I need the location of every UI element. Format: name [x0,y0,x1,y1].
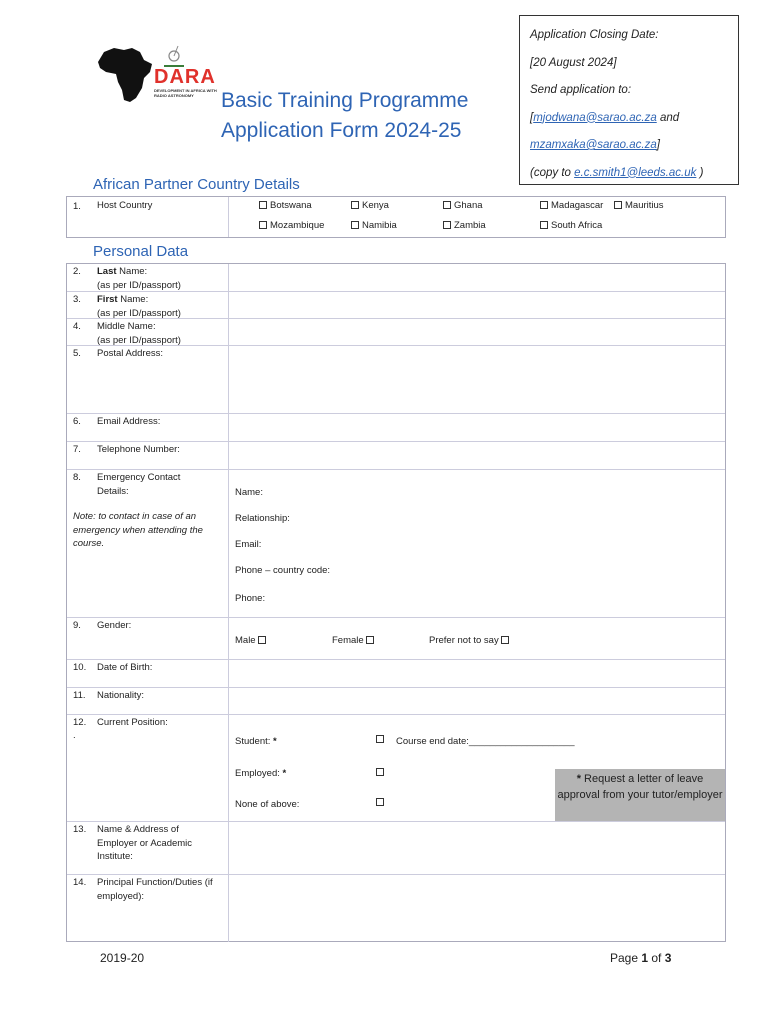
label-cell [67,319,229,345]
logo-wordmark: DARA [154,66,216,88]
asterisk: * [282,768,287,779]
row-number: 14. [73,877,87,888]
row-number: 13. [73,824,87,835]
closing-date-notice [519,15,739,185]
send-to-label: Send application to: [530,84,632,96]
option-label: Male [235,635,256,646]
gender-option-female[interactable] [332,634,377,647]
checkbox-icon[interactable] [501,636,509,644]
country-label: South Africa [551,220,603,231]
checkbox-icon[interactable] [351,221,359,229]
checkbox-icon[interactable] [366,636,374,644]
title-line-1: Basic Training Programme [221,89,469,112]
copy-prefix: (copy to [530,166,575,179]
gender-row [67,617,725,659]
label-cell [67,875,229,942]
checkbox-icon[interactable] [259,201,267,209]
country-option-kenya[interactable] [351,199,389,212]
host-country-label-cell [67,197,229,237]
postal-address-input[interactable] [230,346,725,414]
label-cell [67,346,229,413]
middle-name-label [97,320,223,347]
leave-note-text: Request a letter of leave approval from your tutor/employer [557,773,723,801]
label-cell [67,414,229,441]
emergency-contact-label: Emergency Contact Details: [97,472,181,497]
partner-section-title: African Partner Country Details [93,176,300,193]
row-number: 8. [73,472,81,483]
label-rest: Name: [117,294,149,305]
country-label: Namibia [362,220,397,231]
nationality-input[interactable] [230,688,725,715]
country-option-namibia[interactable] [351,219,397,232]
last-name-input[interactable] [230,264,725,291]
emergency-relationship-label: Relationship: [235,513,290,524]
emergency-name-label: Name: [235,487,263,498]
country-label: Mauritius [625,200,664,211]
row-number: 4. [73,321,81,332]
checkbox-icon[interactable] [443,221,451,229]
none-option-label: None of above: [235,799,300,810]
page-title [221,86,468,146]
employer-input[interactable] [230,822,725,875]
country-label: Botswana [270,200,312,211]
last-name-row [67,264,725,291]
nationality-label: Nationality: [97,690,144,701]
label-cell [67,715,229,821]
first-name-input[interactable] [230,292,725,319]
email-input[interactable] [230,414,725,442]
row-number: 10. [73,662,87,673]
option-label: Female [332,635,364,646]
email-line-1 [530,105,728,133]
label-rest: Name: [116,266,148,277]
host-country-row [67,197,725,237]
first-name-label [97,293,223,320]
employer-label: Name & Address of Employer or Academic Institute: [97,824,193,862]
emergency-country-code-label: Phone – country code: [235,565,331,576]
employer-row [67,821,725,874]
row-number: 12. [73,717,87,728]
option-label: Student: [235,736,271,747]
gender-label: Gender: [97,620,132,631]
checkbox-icon[interactable] [258,636,266,644]
course-end-label: Course end date: [396,736,469,747]
label-sub: (as per ID/passport) [97,279,181,291]
row-number: 11. [73,690,86,701]
leave-approval-note [555,769,725,821]
telephone-label: Telephone Number: [97,444,180,455]
student-checkbox-icon[interactable] [376,735,384,743]
duties-input[interactable] [230,875,725,943]
country-label: Kenya [362,200,389,211]
telephone-row [67,441,725,469]
asterisk: * [273,736,277,747]
none-checkbox-icon[interactable] [376,798,384,806]
date-of-birth-input[interactable] [230,660,725,688]
first-name-row [67,291,725,318]
emergency-note: Note: to contact in case of an emergency when attending the course. [73,511,203,549]
label-rest: Middle Name: [97,321,156,332]
title-line-2: Application Form 2024-25 [221,119,462,142]
label-cell [67,660,229,687]
row-number: 5. [73,348,81,359]
country-option-mauritius[interactable] [614,199,664,212]
page-prefix: Page [610,951,642,965]
email-row [67,413,725,441]
option-label: Prefer not to say [429,635,499,646]
checkbox-icon[interactable] [443,201,451,209]
country-option-madagascar[interactable] [540,199,603,212]
emergency-email-label: Email: [235,539,262,550]
emergency-contact-row [67,469,725,617]
label-sub: (as per ID/passport) [97,334,181,346]
postal-address-label: Postal Address: [97,348,164,359]
country-label: Mozambique [270,220,325,231]
row-number: 1. [73,201,81,212]
personal-data-table [66,263,726,942]
label-cell [67,470,229,617]
email-joiner: and [656,111,680,124]
asterisk: * [576,773,581,785]
duties-label: Principal Function/Duties (if employed): [97,877,213,902]
label-cell [67,292,229,318]
bracket-open: [ [530,111,534,124]
stray-dot: . [73,730,76,741]
checkbox-icon[interactable] [540,201,548,209]
bracket-close: ] [656,139,660,151]
telephone-input[interactable] [230,442,725,470]
option-label: Employed: [235,768,280,779]
label-cell [67,264,229,291]
row-number: 2. [73,266,81,277]
country-option-mozambique[interactable] [259,219,324,232]
country-label: Madagascar [551,200,604,211]
country-option-botswana[interactable] [259,199,312,212]
checkbox-icon[interactable] [614,201,622,209]
country-label: Ghana [454,200,483,211]
page-total: 3 [664,951,672,965]
country-option-zambia[interactable] [443,219,486,232]
checkbox-icon[interactable] [351,201,359,209]
host-country-table [66,196,726,238]
employed-checkbox-icon[interactable] [376,768,384,776]
copy-suffix: ) [696,166,704,179]
row-number: 3. [73,294,81,305]
closing-date-label: Application Closing Date: [530,29,659,41]
copy-email-link[interactable]: e.c.smith1@leeds.ac.uk [574,166,697,179]
email-label: Email Address: [97,416,161,427]
page-current: 1 [641,951,649,965]
gender-option-male[interactable] [235,634,269,647]
duties-row [67,874,725,942]
label-cell [67,822,229,874]
current-position-label: Current Position: [97,717,168,728]
country-label: Zambia [454,220,486,231]
nationality-row [67,687,725,714]
checkbox-icon[interactable] [259,221,267,229]
label-emphasis: First [97,294,118,305]
middle-name-input[interactable] [230,319,725,346]
date-of-birth-label: Date of Birth: [97,662,153,673]
student-option-label [235,735,277,748]
label-sub: (as per ID/passport) [97,307,181,319]
emergency-phone-label: Phone: [235,593,266,604]
middle-name-row [67,318,725,345]
employed-option-label [235,767,286,780]
page-number [610,951,671,965]
closing-date-value: [20 August 2024] [530,56,617,69]
label-emphasis: Last [97,266,117,277]
email-line-2 [530,132,728,160]
logo-tagline: DEVELOPMENT IN AFRICA WITH RADIO ASTRONOMY [154,88,217,98]
country-option-ghana[interactable] [443,199,483,212]
course-end-blank: ____________________ [468,736,575,747]
email-link-2[interactable]: mzamxaka@sarao.ac.za [530,139,657,151]
row-number: 6. [73,416,81,427]
gender-option-prefer-not[interactable] [429,634,512,647]
last-name-label [97,265,223,292]
date-of-birth-row [67,659,725,687]
personal-section-title: Personal Data [93,243,189,260]
checkbox-icon[interactable] [540,221,548,229]
label-cell [67,442,229,469]
postal-address-row [67,345,725,413]
country-option-south-africa[interactable] [540,219,602,232]
copy-line [530,160,728,188]
email-link-1[interactable]: mjodwana@sarao.ac.za [533,111,657,124]
host-country-label: Host Country [97,200,153,211]
course-end-date[interactable] [396,735,575,748]
row-number: 9. [73,620,81,631]
label-cell [67,618,229,659]
footer-year: 2019-20 [100,951,145,965]
label-cell [67,688,229,714]
row-number: 7. [73,444,81,455]
page-of: of [648,951,665,965]
